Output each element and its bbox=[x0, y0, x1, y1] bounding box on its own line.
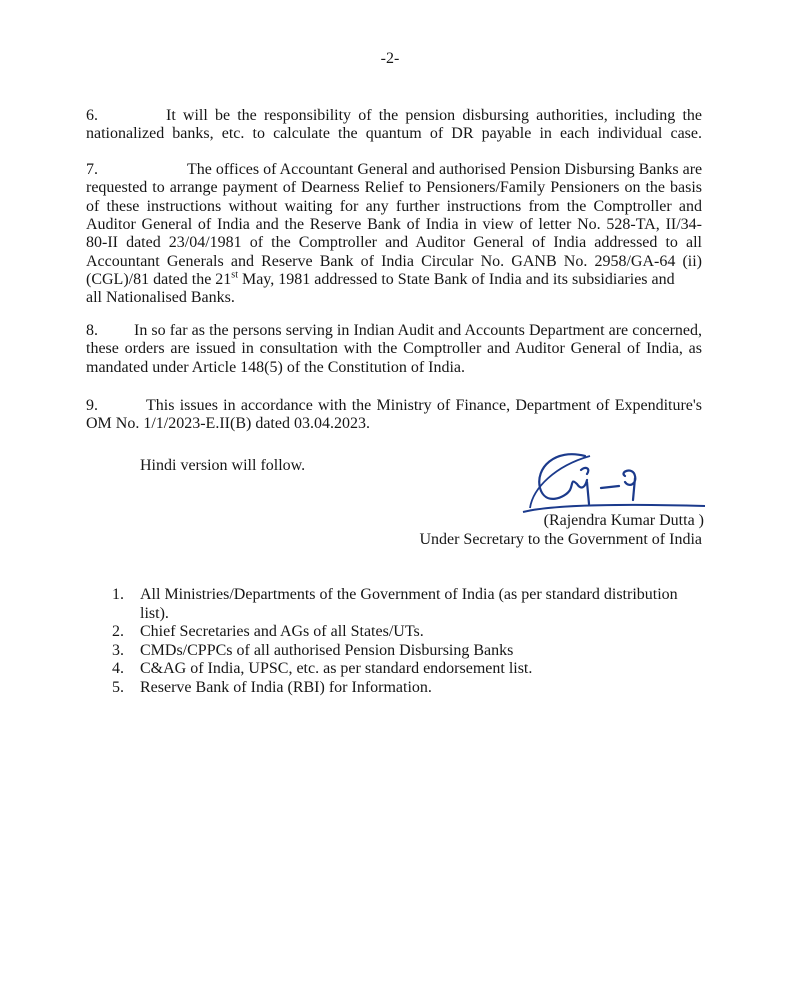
para-line: these orders are issued in consultation with the Comptroller and Auditor General of India, as bbox=[86, 340, 702, 358]
para-number: 7. bbox=[86, 161, 98, 178]
list-item: 3. CMDs/CPPCs of all authorised Pension Disbursing Banks bbox=[112, 641, 514, 659]
para-number: 8. bbox=[86, 322, 98, 339]
para-line: all Nationalised Banks. bbox=[86, 289, 235, 307]
page-number: -2- bbox=[380, 50, 400, 67]
list-item: 5. Reserve Bank of India (RBI) for Information. bbox=[112, 678, 432, 696]
para-line: Accountant Generals and Reserve Bank of India Circular No. GANB No. 2958/GA-64 (ii) bbox=[86, 252, 702, 270]
list-item: 2. Chief Secretaries and AGs of all States/UTs. bbox=[112, 623, 424, 641]
para-line: This issues in accordance with the Ministry of Finance, Department of Expenditure's bbox=[146, 397, 702, 414]
signatory-designation: Under Secretary to the Government of India bbox=[419, 531, 702, 548]
list-item: 4. C&AG of India, UPSC, etc. as per standard endorsement list. bbox=[112, 660, 533, 678]
signatory-name: (Rajendra Kumar Dutta ) bbox=[543, 512, 704, 529]
list-item: 1. All Ministries/Departments of the Government of India (as per standard distribution list). bbox=[112, 586, 678, 622]
para-line: mandated under Article 148(5) of the Constitution of India. bbox=[86, 358, 466, 376]
para-number: 6. bbox=[86, 107, 98, 124]
para-line: It will be the responsibility of the pension disbursing authorities, including the bbox=[166, 107, 702, 124]
para-line: of these instructions without waiting for any further instructions from the Comptroller and bbox=[86, 197, 702, 215]
para-line: Auditor General of India and the Reserve Bank of India in view of letter No. 528-TA, II/34- bbox=[86, 215, 702, 233]
para-number: 9. bbox=[86, 397, 98, 414]
hindi-version-note: Hindi version will follow. bbox=[140, 457, 306, 474]
para-line: (CGL)/81 dated the 21st May, 1981 addressed to State Bank of India and its subsidiaries and bbox=[86, 269, 675, 288]
para-line: In so far as the persons serving in Indian Audit and Accounts Department are concerned, bbox=[134, 322, 702, 339]
para-line: 80-II dated 23/04/1981 of the Comptroller and Auditor General of India addressed to all bbox=[86, 234, 702, 252]
para-line: The offices of Accountant General and authorised Pension Disbursing Banks are bbox=[187, 161, 703, 178]
para-line: OM No. 1/1/2023-E.II(B) dated 03.04.2023. bbox=[86, 415, 370, 433]
para-line: requested to arrange payment of Dearness Relief to Pensioners/Family Pensioners on the basis bbox=[86, 179, 702, 197]
distribution-list bbox=[112, 586, 678, 698]
para-line: nationalized banks, etc. to calculate the quantum of DR payable in each individual case. bbox=[86, 125, 702, 142]
